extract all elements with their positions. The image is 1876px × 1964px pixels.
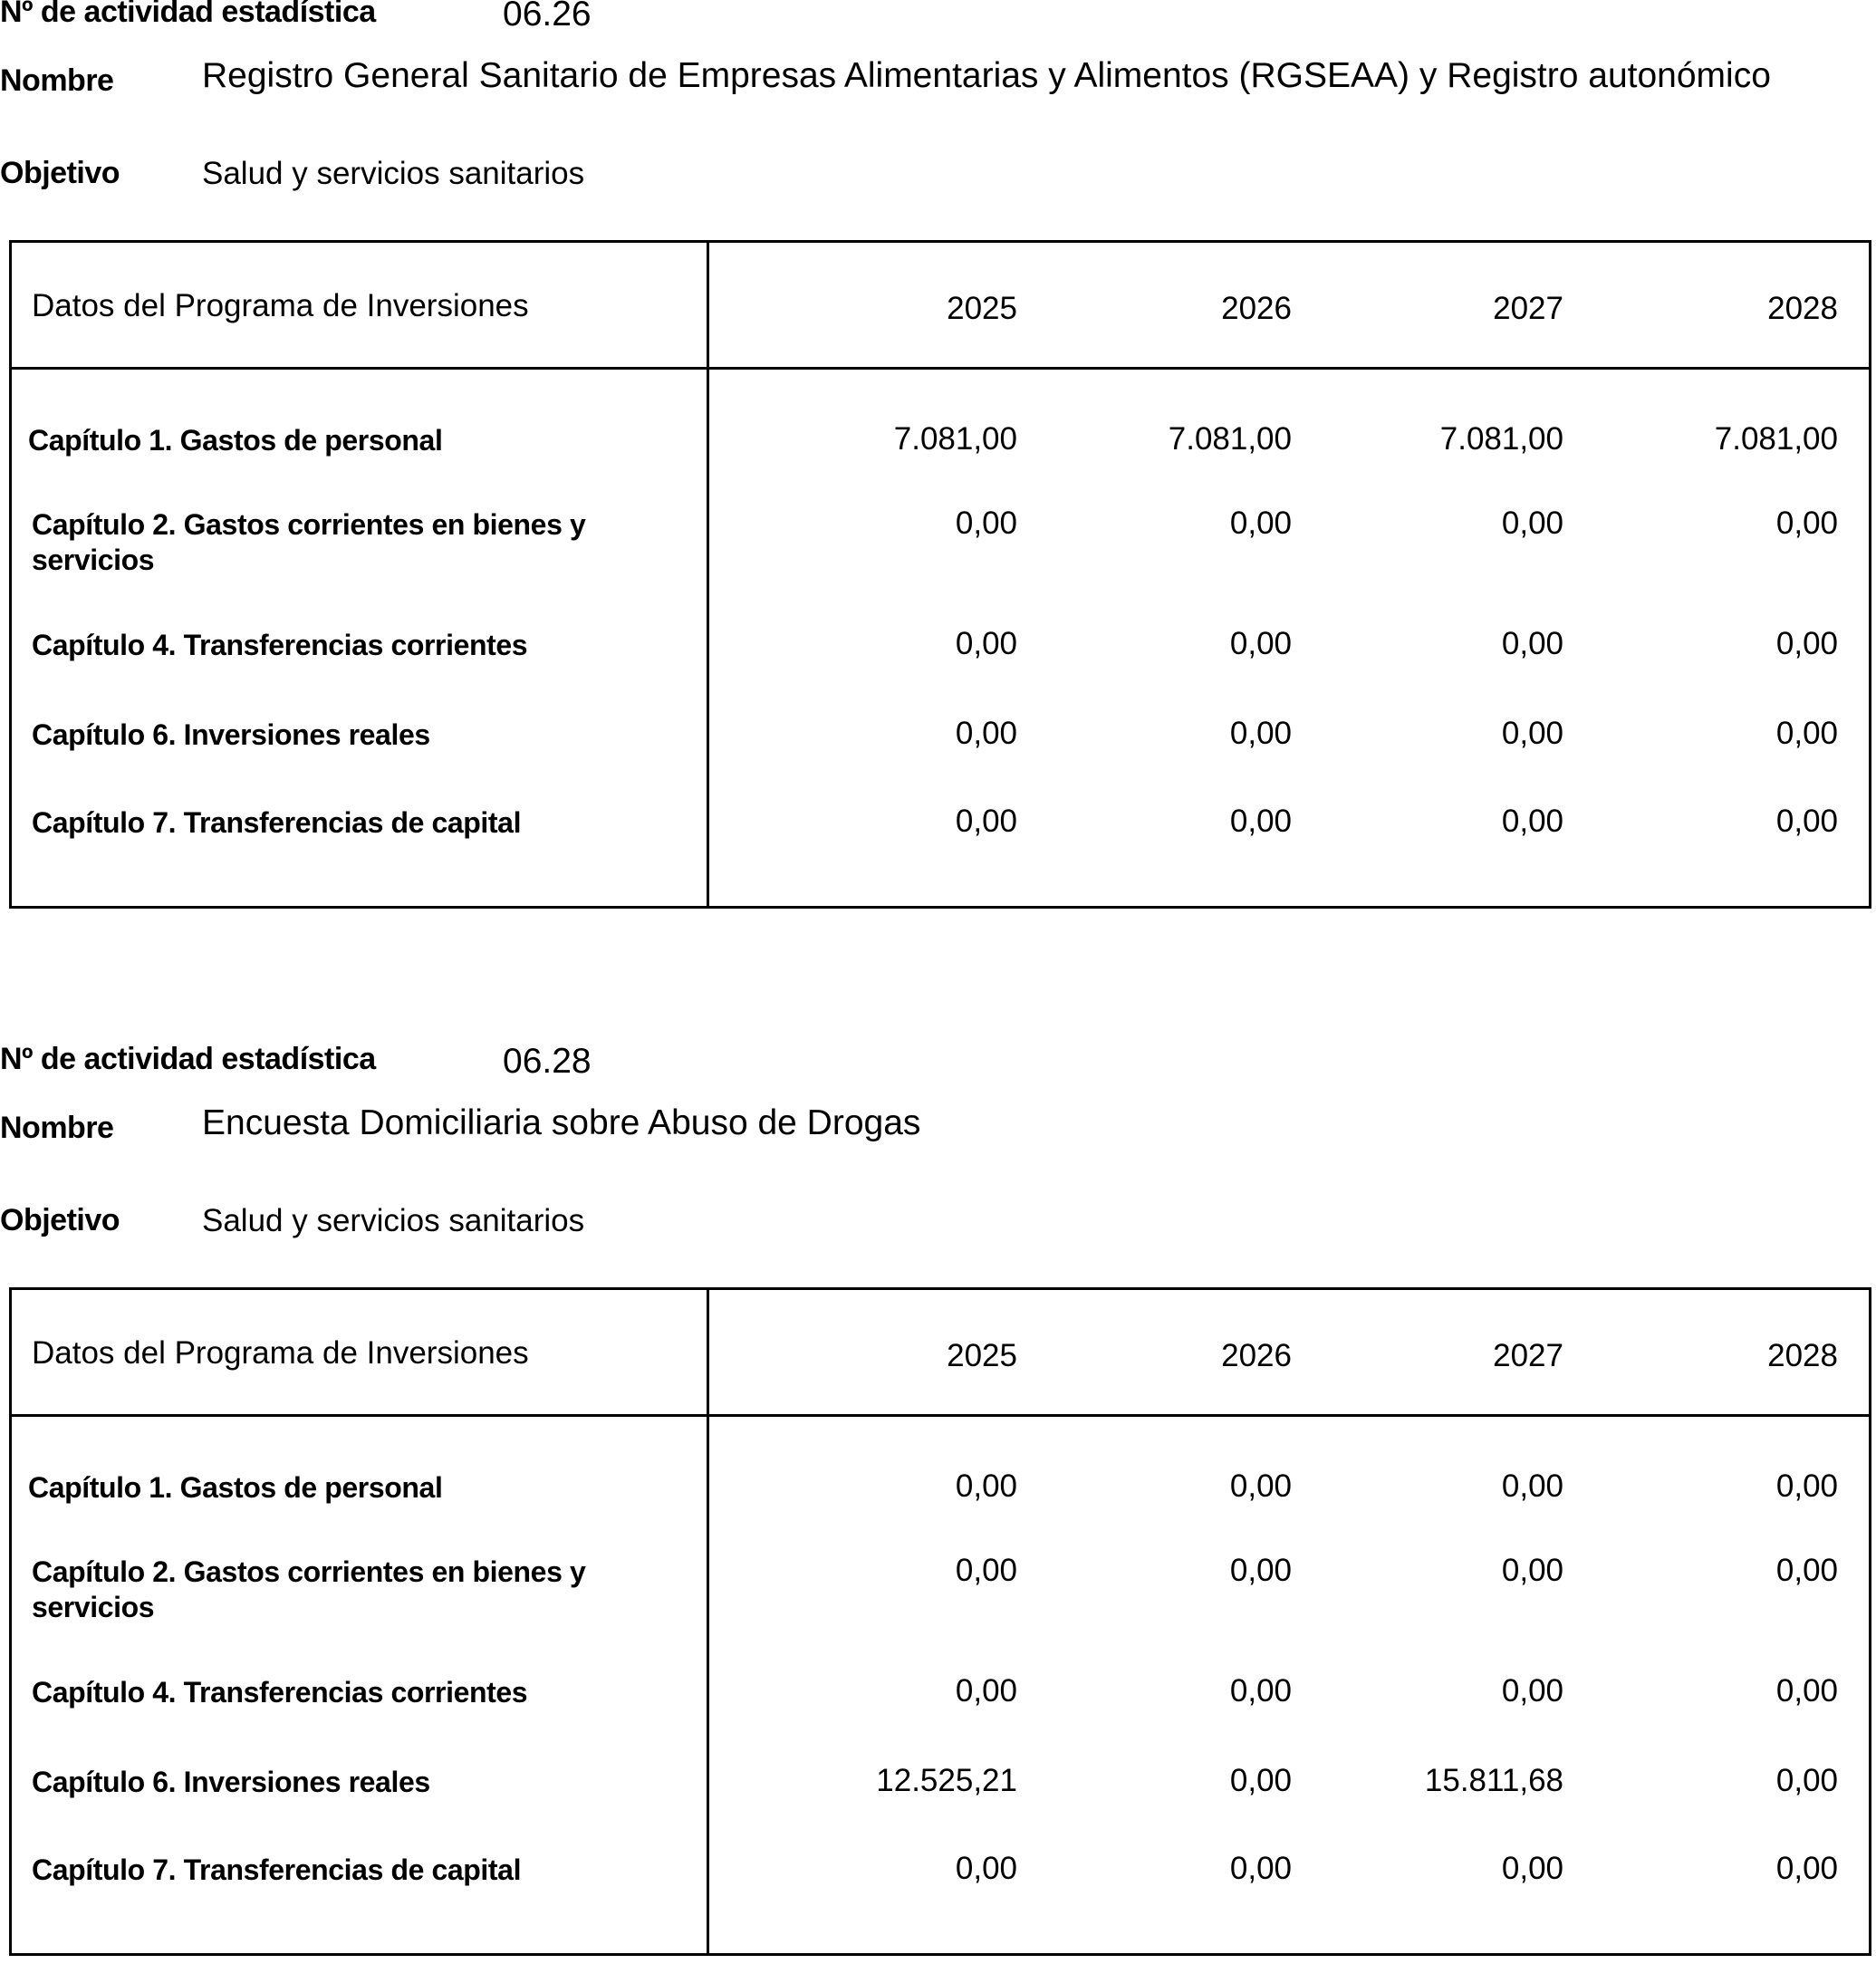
table-cell: 0,00 — [1501, 1468, 1563, 1504]
table-cell: 0,00 — [1229, 716, 1292, 751]
table-cell: 0,00 — [1775, 1851, 1838, 1886]
row-label-capitulo-1: Capítulo 1. Gastos de personal — [28, 1471, 443, 1504]
table-cell: 0,00 — [1229, 626, 1292, 661]
year-header-2025: 2025 — [947, 291, 1017, 326]
table-header-divider — [12, 367, 1869, 370]
activity-section-2 — [0, 1042, 1876, 1962]
table-cell: 0,00 — [1501, 1851, 1563, 1886]
table-cell: 0,00 — [1501, 804, 1563, 839]
table-cell: 0,00 — [955, 716, 1017, 751]
table-column-divider — [707, 243, 709, 906]
year-header-2025: 2025 — [947, 1338, 1017, 1373]
table-cell: 0,00 — [1775, 804, 1838, 839]
table-cell: 0,00 — [955, 505, 1017, 541]
row-label-capitulo-2: Capítulo 2. Gastos corrientes en bienes y servicios — [32, 1555, 586, 1623]
investment-table — [9, 1287, 1871, 1956]
row-label-capitulo-1: Capítulo 1. Gastos de personal — [28, 424, 443, 457]
table-cell: 0,00 — [955, 1553, 1017, 1588]
table-cell: 7.081,00 — [1168, 421, 1292, 457]
table-cell: 0,00 — [1775, 716, 1838, 751]
objective-value: Salud y servicios sanitarios — [202, 1203, 585, 1238]
table-cell: 7.081,00 — [1439, 421, 1563, 457]
table-cell: 0,00 — [1229, 1553, 1292, 1588]
table-cell: 15.811,68 — [1424, 1763, 1563, 1798]
year-header-2026: 2026 — [1221, 1338, 1292, 1373]
year-header-2028: 2028 — [1767, 291, 1838, 326]
row-label-capitulo-4: Capítulo 4. Transferencias corrientes — [32, 629, 528, 661]
table-cell: 0,00 — [955, 626, 1017, 661]
row-label-capitulo-7: Capítulo 7. Transferencias de capital — [32, 1853, 522, 1886]
table-cell: 0,00 — [1775, 505, 1838, 541]
activity-number-label: Nº de actividad estadística — [0, 0, 376, 29]
table-cell: 0,00 — [1775, 1673, 1838, 1709]
table-cell: 7.081,00 — [1714, 421, 1838, 457]
investment-table — [9, 240, 1871, 909]
table-cell: 0,00 — [1775, 1468, 1838, 1504]
activity-section-1 — [0, 0, 1876, 915]
year-header-2027: 2027 — [1493, 1338, 1563, 1373]
table-header-divider — [12, 1414, 1869, 1417]
row-label-capitulo-7: Capítulo 7. Transferencias de capital — [32, 806, 522, 839]
table-header-title: Datos del Programa de Inversiones — [32, 288, 529, 323]
name-value: Registro General Sanitario de Empresas Alimentarias y Alimentos (RGSEAA) y Registro autonómico — [202, 56, 1771, 95]
table-cell: 0,00 — [1229, 1851, 1292, 1886]
table-cell: 0,00 — [1501, 716, 1563, 751]
name-label: Nombre — [0, 1111, 114, 1145]
row-label-capitulo-2: Capítulo 2. Gastos corrientes en bienes y servicios — [32, 508, 586, 576]
name-label: Nombre — [0, 63, 114, 98]
table-cell: 0,00 — [955, 804, 1017, 839]
objective-label: Objetivo — [0, 1203, 120, 1237]
table-cell: 0,00 — [1775, 626, 1838, 661]
row-label-capitulo-6: Capítulo 6. Inversiones reales — [32, 718, 430, 751]
table-cell: 0,00 — [955, 1468, 1017, 1504]
table-cell: 0,00 — [1501, 1553, 1563, 1588]
objective-value: Salud y servicios sanitarios — [202, 156, 585, 191]
table-cell: 0,00 — [1229, 804, 1292, 839]
table-header-title: Datos del Programa de Inversiones — [32, 1335, 529, 1371]
table-cell: 0,00 — [1229, 1763, 1292, 1798]
table-cell: 0,00 — [1501, 626, 1563, 661]
row-label-capitulo-4: Capítulo 4. Transferencias corrientes — [32, 1676, 528, 1709]
year-header-2026: 2026 — [1221, 291, 1292, 326]
table-cell: 0,00 — [1229, 1468, 1292, 1504]
objective-label: Objetivo — [0, 156, 120, 190]
table-cell: 0,00 — [1229, 1673, 1292, 1709]
year-header-2028: 2028 — [1767, 1338, 1838, 1373]
activity-number-value: 06.26 — [503, 0, 592, 34]
table-cell: 12.525,21 — [876, 1763, 1017, 1798]
table-cell: 0,00 — [1775, 1553, 1838, 1588]
table-column-divider — [707, 1290, 709, 1953]
activity-number-value: 06.28 — [503, 1042, 592, 1081]
name-value: Encuesta Domiciliaria sobre Abuso de Drogas — [202, 1103, 921, 1142]
table-cell: 0,00 — [955, 1673, 1017, 1709]
activity-number-label: Nº de actividad estadística — [0, 1042, 376, 1076]
row-label-capitulo-6: Capítulo 6. Inversiones reales — [32, 1766, 430, 1798]
table-cell: 0,00 — [955, 1851, 1017, 1886]
table-cell: 0,00 — [1775, 1763, 1838, 1798]
year-header-2027: 2027 — [1493, 291, 1563, 326]
table-cell: 0,00 — [1501, 505, 1563, 541]
table-cell: 7.081,00 — [893, 421, 1017, 457]
table-cell: 0,00 — [1229, 505, 1292, 541]
table-cell: 0,00 — [1501, 1673, 1563, 1709]
